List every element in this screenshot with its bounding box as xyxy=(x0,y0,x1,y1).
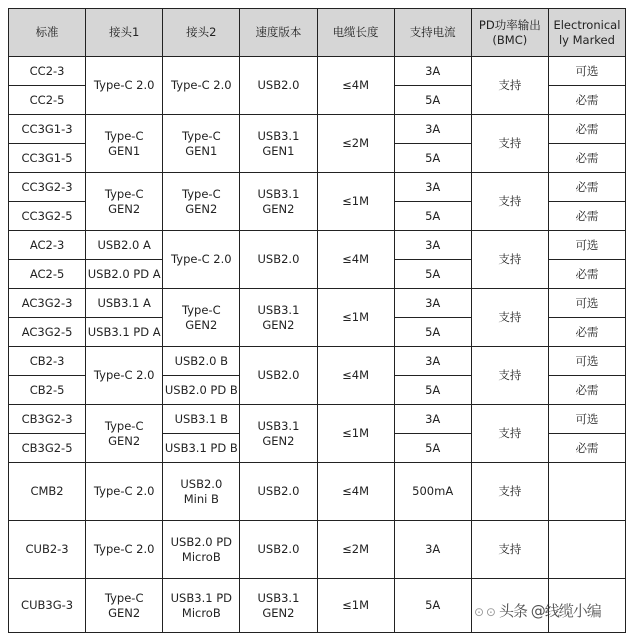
cell-standard: AC3G2-5 xyxy=(9,318,86,347)
cell-e-marked: 必需 xyxy=(548,202,625,231)
cell-connector-1: Type-C GEN2 xyxy=(86,579,163,633)
cell-current: 3A xyxy=(394,521,471,579)
cell-e-marked: 必需 xyxy=(548,115,625,144)
table-row xyxy=(9,115,626,144)
cell-current: 3A xyxy=(394,347,471,376)
header-standard: 标准 xyxy=(9,9,86,57)
cell-standard: CC3G2-3 xyxy=(9,173,86,202)
cell-cable-length: ≤4M xyxy=(317,231,394,289)
cell-standard: AC2-3 xyxy=(9,231,86,260)
cell-current: 5A xyxy=(394,202,471,231)
cell-speed-version: USB2.0 xyxy=(240,347,317,405)
cell-e-marked: 必需 xyxy=(548,173,625,202)
cell-e-marked xyxy=(548,521,625,579)
cell-connector-1: Type-C 2.0 xyxy=(86,521,163,579)
cell-current: 3A xyxy=(394,289,471,318)
cell-current: 3A xyxy=(394,173,471,202)
cell-connector-1: USB3.1 A xyxy=(86,289,163,318)
table-row xyxy=(9,289,626,318)
cell-pd-output: 支持 xyxy=(471,521,548,579)
cell-current: 500mA xyxy=(394,463,471,521)
cell-standard: CC2-5 xyxy=(9,86,86,115)
cell-e-marked: 必需 xyxy=(548,434,625,463)
table-row xyxy=(9,173,626,202)
cell-current: 3A xyxy=(394,231,471,260)
cell-cable-length: ≤1M xyxy=(317,173,394,231)
table-row xyxy=(9,347,626,376)
cell-connector-2: USB2.0 Mini B xyxy=(163,463,240,521)
cell-connector-1: Type-C 2.0 xyxy=(86,347,163,405)
cell-connector-2: Type-C GEN2 xyxy=(163,289,240,347)
cell-standard: CC2-3 xyxy=(9,57,86,86)
cell-standard: AC3G2-3 xyxy=(9,289,86,318)
cell-connector-2: USB2.0 B xyxy=(163,347,240,376)
cell-pd-output: 支持 xyxy=(471,289,548,347)
cell-standard: CMB2 xyxy=(9,463,86,521)
cell-pd-output: 支持 xyxy=(471,115,548,173)
cell-current: 5A xyxy=(394,376,471,405)
cell-standard: CB3G2-3 xyxy=(9,405,86,434)
watermark xyxy=(474,600,601,621)
table-row xyxy=(9,57,626,86)
cell-current: 5A xyxy=(394,579,471,633)
cell-standard: CC3G1-5 xyxy=(9,144,86,173)
cell-current: 5A xyxy=(394,144,471,173)
cell-standard: CB3G2-5 xyxy=(9,434,86,463)
cell-current: 3A xyxy=(394,115,471,144)
header-current: 支持电流 xyxy=(394,9,471,57)
cell-speed-version: USB3.1 GEN2 xyxy=(240,405,317,463)
cell-speed-version: USB3.1 GEN2 xyxy=(240,289,317,347)
usb-cable-spec-table xyxy=(8,8,626,633)
cell-current: 5A xyxy=(394,434,471,463)
cell-cable-length: ≤1M xyxy=(317,289,394,347)
cell-standard: CB2-5 xyxy=(9,376,86,405)
cell-connector-1: Type-C 2.0 xyxy=(86,463,163,521)
cell-current: 5A xyxy=(394,86,471,115)
cell-connector-2: USB3.1 PD B xyxy=(163,434,240,463)
cell-e-marked: 可选 xyxy=(548,231,625,260)
cell-e-marked: 必需 xyxy=(548,144,625,173)
header-speed-version: 速度版本 xyxy=(240,9,317,57)
cell-e-marked: 可选 xyxy=(548,405,625,434)
cell-connector-1: USB3.1 PD A xyxy=(86,318,163,347)
header-pd-output: PD功率输出 (BMC) xyxy=(471,9,548,57)
cell-current: 5A xyxy=(394,318,471,347)
header-row xyxy=(9,9,626,57)
cell-e-marked: 可选 xyxy=(548,57,625,86)
cell-current: 3A xyxy=(394,405,471,434)
cell-pd-output: 支持 xyxy=(471,57,548,115)
cell-connector-2: USB2.0 PD MicroB xyxy=(163,521,240,579)
cell-connector-1: Type-C GEN1 xyxy=(86,115,163,173)
cell-e-marked: 必需 xyxy=(548,260,625,289)
cell-connector-1: USB2.0 PD A xyxy=(86,260,163,289)
cell-cable-length: ≤2M xyxy=(317,115,394,173)
table-row xyxy=(9,463,626,521)
cell-connector-2: Type-C GEN2 xyxy=(163,173,240,231)
cell-e-marked: 可选 xyxy=(548,347,625,376)
cell-speed-version: USB2.0 xyxy=(240,521,317,579)
cell-standard: AC2-5 xyxy=(9,260,86,289)
table-row xyxy=(9,521,626,579)
cell-standard: CUB2-3 xyxy=(9,521,86,579)
cell-e-marked: 可选 xyxy=(548,289,625,318)
cell-standard: CC3G2-5 xyxy=(9,202,86,231)
cell-connector-2: USB2.0 PD B xyxy=(163,376,240,405)
cell-current: 5A xyxy=(394,260,471,289)
cell-cable-length: ≤4M xyxy=(317,463,394,521)
header-e-marked: Electronical ly Marked xyxy=(548,9,625,57)
cell-connector-2: USB3.1 B xyxy=(163,405,240,434)
cell-e-marked: 必需 xyxy=(548,376,625,405)
cell-speed-version: USB3.1 GEN1 xyxy=(240,115,317,173)
cell-pd-output: 支持 xyxy=(471,463,548,521)
table-row xyxy=(9,231,626,260)
header-cable-length: 电缆长度 xyxy=(317,9,394,57)
header-connector-1: 接头1 xyxy=(86,9,163,57)
cell-connector-1: Type-C GEN2 xyxy=(86,173,163,231)
cell-connector-2: Type-C 2.0 xyxy=(163,231,240,289)
cell-e-marked xyxy=(548,463,625,521)
header-connector-2: 接头2 xyxy=(163,9,240,57)
cell-speed-version: USB2.0 xyxy=(240,463,317,521)
cell-cable-length: ≤4M xyxy=(317,347,394,405)
cell-speed-version: USB3.1 GEN2 xyxy=(240,579,317,633)
cell-connector-2: USB3.1 PD MicroB xyxy=(163,579,240,633)
cell-cable-length: ≤1M xyxy=(317,405,394,463)
cell-standard: CC3G1-3 xyxy=(9,115,86,144)
watermark-icon: ⊙ ⊙ xyxy=(474,605,495,619)
cell-standard: CB2-3 xyxy=(9,347,86,376)
cell-e-marked: 必需 xyxy=(548,318,625,347)
cell-speed-version: USB2.0 xyxy=(240,57,317,115)
cell-pd-output: 支持 xyxy=(471,231,548,289)
cell-connector-1: Type-C GEN2 xyxy=(86,405,163,463)
cell-cable-length: ≤4M xyxy=(317,57,394,115)
table-row xyxy=(9,405,626,434)
cell-connector-1: Type-C 2.0 xyxy=(86,57,163,115)
cell-pd-output: 支持 xyxy=(471,347,548,405)
cell-standard: CUB3G-3 xyxy=(9,579,86,633)
cell-connector-1: USB2.0 A xyxy=(86,231,163,260)
cell-current: 3A xyxy=(394,57,471,86)
cell-cable-length: ≤1M xyxy=(317,579,394,633)
cell-speed-version: USB3.1 GEN2 xyxy=(240,173,317,231)
cell-connector-2: Type-C 2.0 xyxy=(163,57,240,115)
cell-pd-output: 支持 xyxy=(471,405,548,463)
cell-pd-output: 支持 xyxy=(471,173,548,231)
cell-cable-length: ≤2M xyxy=(317,521,394,579)
cell-speed-version: USB2.0 xyxy=(240,231,317,289)
watermark-text: 头条 @线缆小编 xyxy=(498,602,601,620)
cell-connector-2: Type-C GEN1 xyxy=(163,115,240,173)
cell-e-marked: 必需 xyxy=(548,86,625,115)
